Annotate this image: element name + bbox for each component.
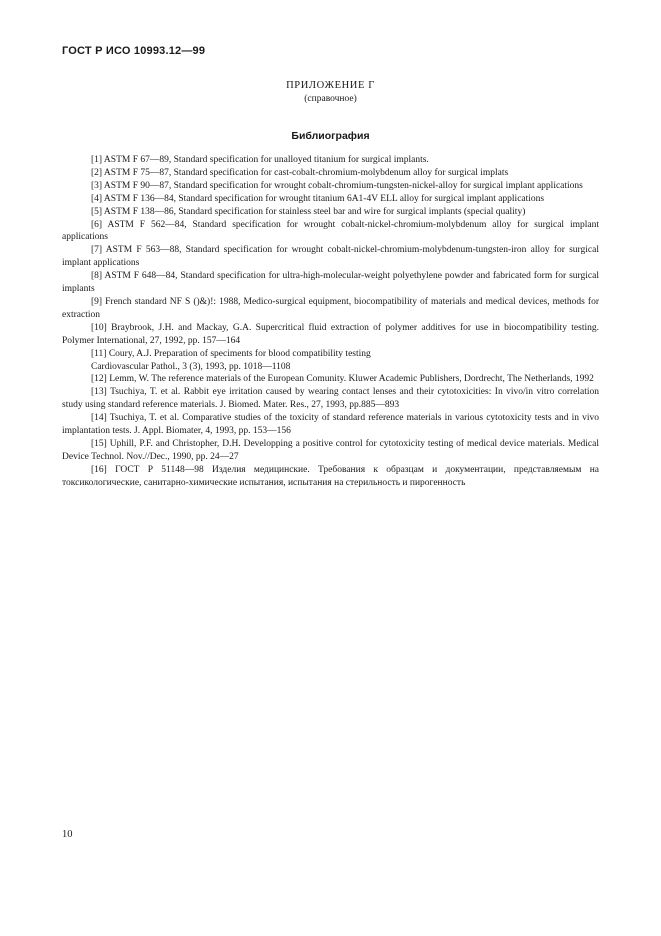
bibliography-heading: Библиография: [291, 130, 370, 142]
reference-item: [2] ASTM F 75—87, Standard specification for cast-cobalt-chromium-molybdenum alloy for surgical implats: [91, 167, 509, 178]
reference-item: [15] Uphill, P.F. and Christopher, D.H. Developping a positive control for cytotoxicity testing of medical device materials. Medical Device Technol. Nov.//Dec., 1990, pp. 24—27: [62, 438, 599, 462]
appendix-subtitle: (справочное): [304, 94, 357, 104]
reference-item: [16] ГОСТ Р 51148—98 Изделия медицинские. Требования к образцам и документации, представляемым на токсикологические, санитарно-химические испытания, испытания на стерильность и пирогенность: [62, 464, 599, 488]
reference-item-continuation: Cardiovascular Pathol., 3 (3), 1993, pp. 1018—1108: [91, 361, 291, 372]
reference-item: [8] ASTM F 648—84, Standard specification for ultra-high-molecular-weight polyethylene powder and fabricated form for surgical implants: [62, 271, 599, 295]
reference-item: [5] ASTM F 138—86, Standard specification for stainless steel bar and wire for surgical implants (special quality): [91, 206, 526, 217]
reference-item: [1] ASTM F 67—89, Standard specification for unalloyed titanium for surgical implants.: [91, 155, 429, 165]
appendix-title: ПРИЛОЖЕНИЕ Г: [286, 80, 375, 91]
reference-item: [3] ASTM F 90—87, Standard specification for wrought cobalt-chromium-tungsten-nickel-alloy for surgical implant applications: [91, 180, 583, 191]
document-code-header: ГОСТ Р ИСО 10993.12—99: [62, 45, 206, 57]
reference-item: [13] Tsuchiya, T. et al. Rabbit eye irritation caused by wearing contact lenses and their cytotoxicities: In vivo/in vitro correlation study using standard reference materials. J. Biomed. Mater. Res., 27, 1993, pp.885—893: [62, 387, 599, 411]
reference-item: [4] ASTM F 136—84, Standard specification for wrought titanium 6A1-4V ELL alloy for surgical implant applications: [91, 193, 545, 204]
reference-item: [10] Braybrook, J.H. and Mackay, G.A. Supercritical fluid extraction of polymer additives for use in biocompatibility testing. Polymer International, 27, 1992, pp. 157—164: [62, 322, 599, 346]
bibliography-list: [62, 154, 599, 490]
reference-item: [7] ASTM F 563—88, Standard specification for wrought cobalt-nickel-chromium-molybdenum-tungsten-iron alloy for surgical implant applications: [62, 245, 599, 269]
reference-item: [6] ASTM F 562—84, Standard specification for wrought cobalt-nickel-chromium-molybdenum alloy for surgical implant applications: [62, 219, 599, 243]
reference-item: [12] Lemm, W. The reference materials of the European Comunity. Kluwer Academic Publishers, Dordrecht, The Netherlands, 1992: [91, 374, 594, 385]
reference-item: [11] Coury, A.J. Preparation of speciments for blood compatibility testing: [91, 348, 371, 359]
page-number: 10: [62, 829, 73, 840]
reference-item: [14] Tsuchiya, T. et al. Comparative studies of the toxicity of standard reference materials in various cytotoxicity tests and in vivo implantation tests. J. Appl. Biomater, 4, 1993, pp. 153—156: [62, 413, 599, 437]
reference-item: [9] French standard NF S ()&)!: 1988, Medico-surgical equipment, biocompatibility of materials and medical devices, methods for extraction: [62, 296, 599, 320]
